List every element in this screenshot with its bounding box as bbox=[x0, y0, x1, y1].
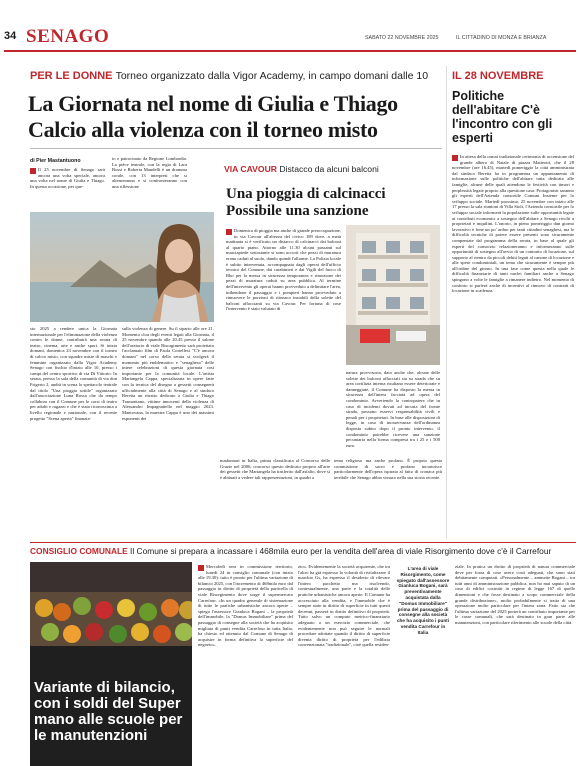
main-col3-bottom-text: madonnari in Italia, prima classificata al Concorso delle Grazie nel 2006, concorso questo dedicato proprio all'arte dei gessetti che Mariangela ha trasferito dall'asfalto, dove si è abituati a vedere tali rappresentazioni, in quadri a bbox=[220, 458, 330, 480]
bottom-col1 bbox=[198, 564, 293, 766]
main-col1-bottom bbox=[30, 326, 117, 536]
section-title: SENAGO bbox=[26, 26, 110, 47]
box-kicker bbox=[224, 164, 379, 174]
sidebar-divider bbox=[446, 66, 447, 539]
masthead-paper: IL CITTADINO DI MONZA E BRIANZA bbox=[456, 35, 547, 41]
main-headline-2: Calcio alla violenza con il torneo misto bbox=[28, 117, 378, 142]
main-col1-bottom-text: sto 2025 a rendere unica la Giornata internazionale per l'eliminazione della violenza contro le donne, contribuirà una serata di teatro, cinema, arte e anche sport. Si inizia domani, domenica 23 novembre con il torneo di calcio misto, con squadre miste di maschi e femmine organizzato dalla Vigor Academy Senago con fischio d'inizio alle 10, presso i campi del centro sportivo di via Di Vittorio. In serata, presso la sala della comunità di via don Frigerio 2, andrà in scena lo spettacolo teatrale dal titolo "Una pioggia sottile" organizzato dall'associazione Luna Rossa che da tempo collabora con il Comune per le corsi di teatro per adulti e ragazzi e che è stata riconosciuta a livello regionale e nazionale, con il recente progetto "Scena aperta" finanzia- bbox=[30, 326, 117, 421]
bottom-caption bbox=[396, 566, 450, 736]
main-col2-top-text: to e patrocinato da Regione Lombardia. La pièce teatrale, con la regia di Lara Bossi e Roberta Mandelli è un dramma corale, con 13 interpreti che si alterneranno e si confronteranno con una riflessione bbox=[112, 156, 187, 189]
bottom-col1-text: Mercoledì sera in commissione territorio, lunedì 24 in consiglio comunale (con inizio alle 19.30): tutto è pronto per l'ultima variazione di bilancio 2025, con l'incremento di 468mila euro dal passaggio in diritto di proprietà della particella di viale Risorgimento dove sorge il supermercato Carrefour. «In un quadro generale di sistemazione di tutte le pratiche urbanistiche ancora aperte – spiega l'assessore Gianluca Bogani – la proprietà dell'immobile, la "Domus Immobiliare" prima del passaggio di consegne alla società che ha acquisito migliaia di punti vendita Carrefour in tutta Italia, ha chiesto ed ottenuto dal Comune di Senago di acquisire in forma definitiva la superficie del negozio». bbox=[198, 564, 293, 648]
main-headline-1: La Giornata nel nome di Giulia e Thiago bbox=[28, 91, 398, 116]
box-headline-2: Possibile una sanzione bbox=[226, 203, 369, 219]
sidebar-headline: Politiche dell'abitare C'è l'incontro con gli esperti bbox=[452, 89, 553, 145]
byline: di Pier Mastantuono bbox=[30, 158, 81, 164]
building-photo bbox=[346, 225, 440, 365]
bottom-col4 bbox=[455, 564, 575, 766]
box-col1 bbox=[226, 228, 341, 452]
bottom-kicker bbox=[30, 546, 576, 556]
box-kicker-label: VIA CAVOUR bbox=[224, 164, 277, 174]
market-photo bbox=[30, 562, 192, 766]
page-number: 34 bbox=[4, 30, 17, 42]
main-col4-bottom-text: tema religioso ma anche profano. È proprio questa commistione di sacro e profano incurioisce particolarmente dell'opera ispirata al fatto di cronaca più terribile che Senago abbia vissuto nella sua storia recente. bbox=[334, 458, 442, 480]
main-head-rule bbox=[30, 148, 442, 149]
via-cavour-box bbox=[220, 160, 442, 452]
main-kicker-label: PER LE DONNE bbox=[30, 70, 113, 82]
bottom-col4-text: ziale. In pratica un diritto di proprietà di natura commerciale deve per forza di cose avere costi adeguati, che sono stati debitamente computati. «Personalmente – ammette Bogani – tra tutti anni di amministrazione pubblica, non ho mai saputo di un caso di edifici costruiti in regime di legge 167 di quelle dimensioni e che fosse destinato a scopo commerciale della grande distribuzione», molto probabilmente si tratta di una operazione molto particolare per l'intera zona. Fatto sta che l'ultima variazione del 2025 porterà un contributo importante per le casse comunali, che sarà destinato in gran parte alle manutenzioni, con particolare riferimento alle scuole della città. bbox=[455, 564, 575, 625]
drop-square bbox=[30, 168, 36, 174]
bottom-drop-square bbox=[198, 565, 204, 571]
bottom-col2-text: zio». Evidentemente la società acquirente, che tra l'altro ha già espresso la volontà di rivitalizzare il marchio Gs, ha espresso il desiderio di rilevare l'intero pacchetto ma risolvendo, contestualmente, una parte e la totalità delle pratiche urbanistiche ancora aperte. Il Comune ha accresciuto alla vendita, e l'immobile che è sempre stato in diritto di superficie in tutti questi decenni, passerà in diritto definitivo di proprietà. Tutto salvo un computo metrico-finanziario adeguato a un esercizio commerciale, che evidentemente non può seguire le normali procedure adottate quando il diritto di superficie diventa diritto di proprietà per l'edilizia convenzionata "tradizionale", cioè quella residen- bbox=[298, 564, 390, 648]
main-kicker-sub: Torneo organizzato dalla Vigor Academy, in campo domani dalle 10 bbox=[115, 70, 429, 82]
box-col1-text: Domenica di pioggia ma anche di grande preoccupazione, in via Cavour all'altezza del civico 189 dove, a metà mattinata si è verificato un distacco di calcinacci dai balconi al quarto piano. Attorno alle 11.30 alcuni passanti sul marciapiede sottostante si sono accorti che pezzi di muratura erano caduti al suolo, dando quindi l'allarme. La Polizia locale è subito intervenuta, accompagnata dagli operai dell'ufficio tecnico del Comune, dai carabinieri e dai Vigili del fuoco di Rho per la messa in sicurezza temporanea e rimozione dei pezzi di muratura caduti su area pubblica. Al termine dell'intervento gli operai hanno provveduto a delimitare l'area, inibendone il passaggio e i pompieri hanno provveduto a rimuovere le porzioni di ritonaco instabili della solette del balconi affaccianti su via Cavour. Per fortuna di cose l'intervento è stato valutato di bbox=[226, 228, 341, 312]
bottom-top-rule bbox=[30, 542, 576, 543]
main-col2-top bbox=[112, 156, 187, 206]
sidebar-drop-square bbox=[452, 155, 458, 161]
sidebar-body-text: In attesa della ormai tradizionale cerimonia di accensione del grande albero di Natale di piazza Matteotti, che il 28 novembre (ore 16.45), martedì pomeriggio la città amministrata dal sindaco Beretta ha in programma un appuntamento di informazione sulle politiche dell'abitare tutta dedicata alle famiglie, alcune delle quali attendono le festività con timori e perplessità legate proprio alla questione casa. Protagonisti saranno gli esperti dell'Azienda consortile Comuni Insieme per lo sviluppo sociale. Martedì prossimo, 25 novembre con inizio alle 17 presso la sala riunioni di Villa Sioli, l'Azienda consortile per lo sviluppo sociale informerà la popolazione sulle opportunità legate ai contributi economici a sostegno dell'abitare a Senago rivolti a proprietari e inquilini. L'onorio, in pieno pomeriggio dun giorno lavorativo è fone un po' arduo per tanti cittadini senaghesi, ma le difficoltà tecniche di potere essere presenti sono sicuramente compensate dal programma della serata, in base al quale gli esperti del consorzio relazioneranno e informeranno sulle opportunità di sostegno all'avvio di un contratto di locazione, sul supporto al rientro da piccoli debiti legati al canone di locazione e alle spese condominiali, un tema che sicuramente è sempre più all'ordine del giorno. In una fase come questa nella quale le difficoltà finanziarie di tanti nuclei familiari anche a Senago spingono a volte le famiglie a rimanere indietro. Nel momento di conforto si parlerà anche di incentivi al rinnovo di contratti di locazione in scadenza. bbox=[452, 154, 574, 294]
box-col2 bbox=[346, 370, 440, 452]
box-drop-square bbox=[226, 229, 232, 235]
box-kicker-sub: Distacco da alcuni balconi bbox=[279, 164, 379, 174]
main-kicker bbox=[30, 70, 428, 82]
portrait-photo bbox=[30, 212, 214, 322]
main-col1-top bbox=[30, 167, 105, 217]
main-col1-top-text: Il 25 novembre di Senago sarà ancora una volta speciale, ancora una volta nel nome di Giulia e Thiago. In questa occasione, per que- bbox=[30, 167, 105, 189]
bottom-col2 bbox=[298, 564, 390, 766]
box-headline-1: Una pioggia di calcinacci bbox=[226, 186, 386, 202]
main-col3-bottom bbox=[220, 458, 330, 538]
bottom-kicker-sub: Il Comune si prepara a incassare i 468mila euro per la vendita dell'area di viale Risorgimento dove c'è il Carrefour bbox=[130, 546, 552, 556]
masthead-rule bbox=[4, 50, 576, 52]
main-col4-bottom bbox=[334, 458, 442, 538]
bottom-kicker-label: CONSIGLIO COMUNALE bbox=[30, 546, 128, 556]
bottom-caption-text: L'area di viale Risorgimento, come spiegato dall'assessore Gianluca Bogani, sarà preventivamente acquistata dalla "Domus Immobiliare" prima del passaggio di consegne alla società che ha acquisito i punti vendita Carrefour in Italia bbox=[396, 566, 450, 635]
masthead-date: SABATO 22 NOVEMBRE 2025 bbox=[365, 35, 439, 41]
sidebar-body bbox=[452, 154, 574, 538]
sidebar-kicker: IL 28 NOVEMBRE bbox=[452, 70, 544, 82]
main-col2-bottom bbox=[122, 326, 214, 536]
box-col2-text: natura provvisoria, dato anche che, alcune delle solette dei balconi affacciati sia su strada che su area cortilizia interna risultano essere deteriorate e danneggiate, il Comune ha disposto la messa in sicurezza dell'intera facciata ad opera del condominio. Avvertendo la contropatere che in caso di incidenti dovuti ad incuria del fronte strada, possono esservi responsabilità civili e penali per i proprietari. In base alle disposizioni di legge, in caso di inosservanza dell'ordinanza disposta subito dopo il pronto intervento, il condominio potrebbe ricevere una sanzione pecuniaria nella forma compresa tra i 25 e i 500 euro. bbox=[346, 370, 440, 448]
main-col2-bottom-text: sulla violenza di genere. Su il sipario alle ore 21. Momento clou degli eventi legati alla Giornata, il 25 novembre quando alle 20.45 presso il salone dell'oratorio di viale Risorgimento sarà proiettato l'acclamato film di Paola Cortellesi "C'è ancora domani" nel corso della serata si svolgerà il momento più emblematico e "senagheso" delle intere celebrazioni di questa giornata così importante per la comunità locale. L'artista Mariangela Cappa, specializzata in opere fatte con la tecnica del disegno a gessetti consegnerà ufficialmente alla città di Senago e al sindaco Beretta un ritratto dedicato a Giulia e Thiago Tramontano, vittime innocenti della violenza di Alessandro Impagnatiello nel maggio 2023. Mantovana, la maestra Cappa è uno dei massimi esponenti dei bbox=[122, 326, 214, 421]
bottom-headline: Variante di bilancio, con i soldi del Super mano alle scuole per le manutenzioni bbox=[34, 679, 183, 744]
